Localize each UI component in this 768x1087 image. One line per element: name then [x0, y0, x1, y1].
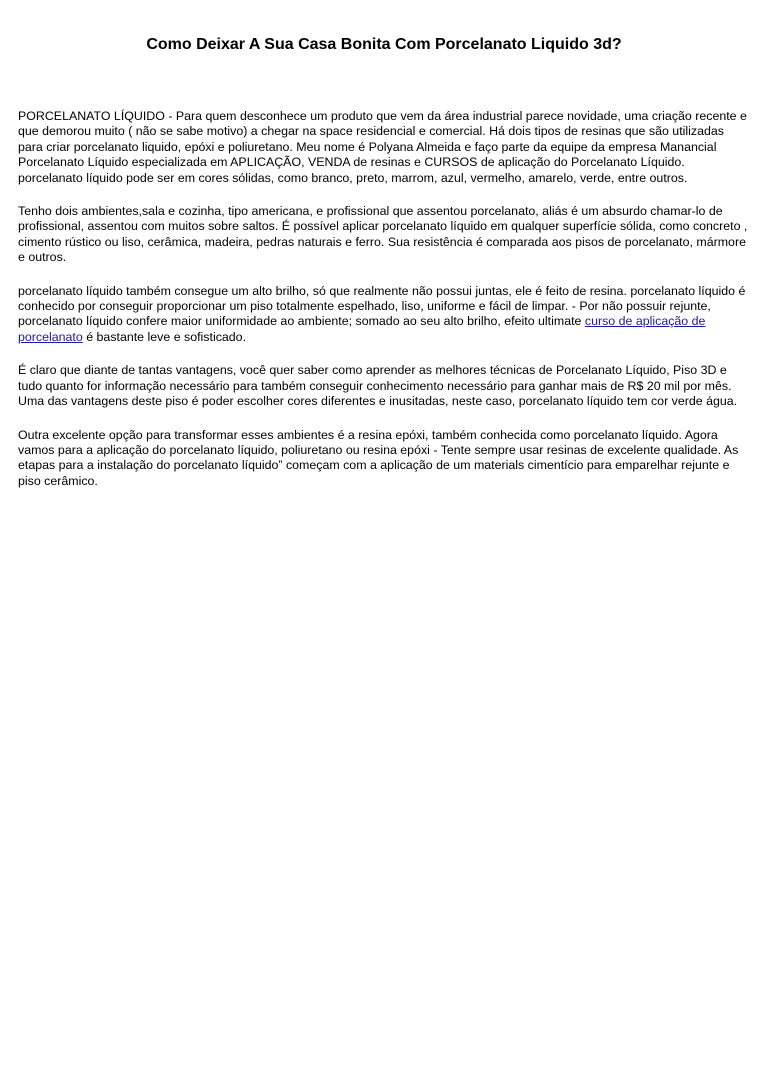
paragraph-1: PORCELANATO LÍQUIDO - Para quem desconhece um produto que vem da área industrial parece novidade, uma criação recente e que demorou muito ( não se sabe motivo) a chegar na space residencial e comercial. Há dois tipos de resinas que são utilizadas para criar porcelanato liquido, epóxi e poliuretano. Meu nome é Polyana Almeida e faço parte da equipe da empresa Manancial Porcelanato Líquido especializada em APLICAÇÃO, VENDA de resinas e CURSOS de aplicação do Porcelanato Líquido. porcelanato líquido pode ser em cores sólidas, como branco, preto, marrom, azul, vermelho, amarelo, verde, entre outros.	[18, 109, 747, 185]
paragraph-5: Outra excelente opção para transformar esses ambientes é a resina epóxi, também conhecida como porcelanato líquido. Agora vamos para a aplicação do porcelanato líquido, poliuretano ou resina epóxi - Tente sempre usar resinas de excelente qualidade. As etapas para a instalação do porcelanato líquido” começam com a aplicação de um materials cimentício para emparelhar rejunte e piso cerâmico.	[18, 427, 739, 488]
document-body	[18, 109, 752, 507]
paragraph-3-text-after: é bastante leve e sofisticado.	[82, 329, 247, 344]
paragraph-3-text-before: porcelanato líquido também consegue um alto brilho, só que realmente não possui juntas, ele é feito de resina. porcelanato líquido é conhecido por conseguir proporcionar um piso totalmente espelhado, liso, uniforme e fácil de limpar. - Por não possuir rejunte, porcelanato líquido confere maior uniformidade ao ambiente; somado ao seu alto brilho, efeito ultimate	[18, 283, 746, 329]
paragraph-3	[18, 284, 752, 346]
course-link[interactable]: curso de aplicação de porcelanato	[18, 314, 706, 344]
paragraph-4: É claro que diante de tantas vantagens, você quer saber como aprender as melhores técnicas de Porcelanato Líquido, Piso 3D e tudo quanto for informação necessário para também conseguir conhecimento necessário para ganhar mais de R$ 20 mil por mês. Uma das vantagens deste piso é poder escolher cores diferentes e inusitadas, neste caso, porcelanato líquido tem cor verde água.	[18, 363, 738, 409]
document-title: Como Deixar A Sua Casa Bonita Com Porcelanato Liquido 3d?	[146, 36, 622, 53]
paragraph-2: Tenho dois ambientes,sala e cozinha, tipo americana, e profissional que assentou porcelanato, aliás é um absurdo chamar-lo de profissional, assentou com muitos sobre saltos. É possível aplicar porcelanato líquido em qualquer superfície sólida, como concreto , cimento rústico ou liso, cerâmica, madeira, pedras naturais e ferro. Sua resistência é comparada aos pisos de porcelanato, mármore e outros.	[18, 204, 748, 265]
